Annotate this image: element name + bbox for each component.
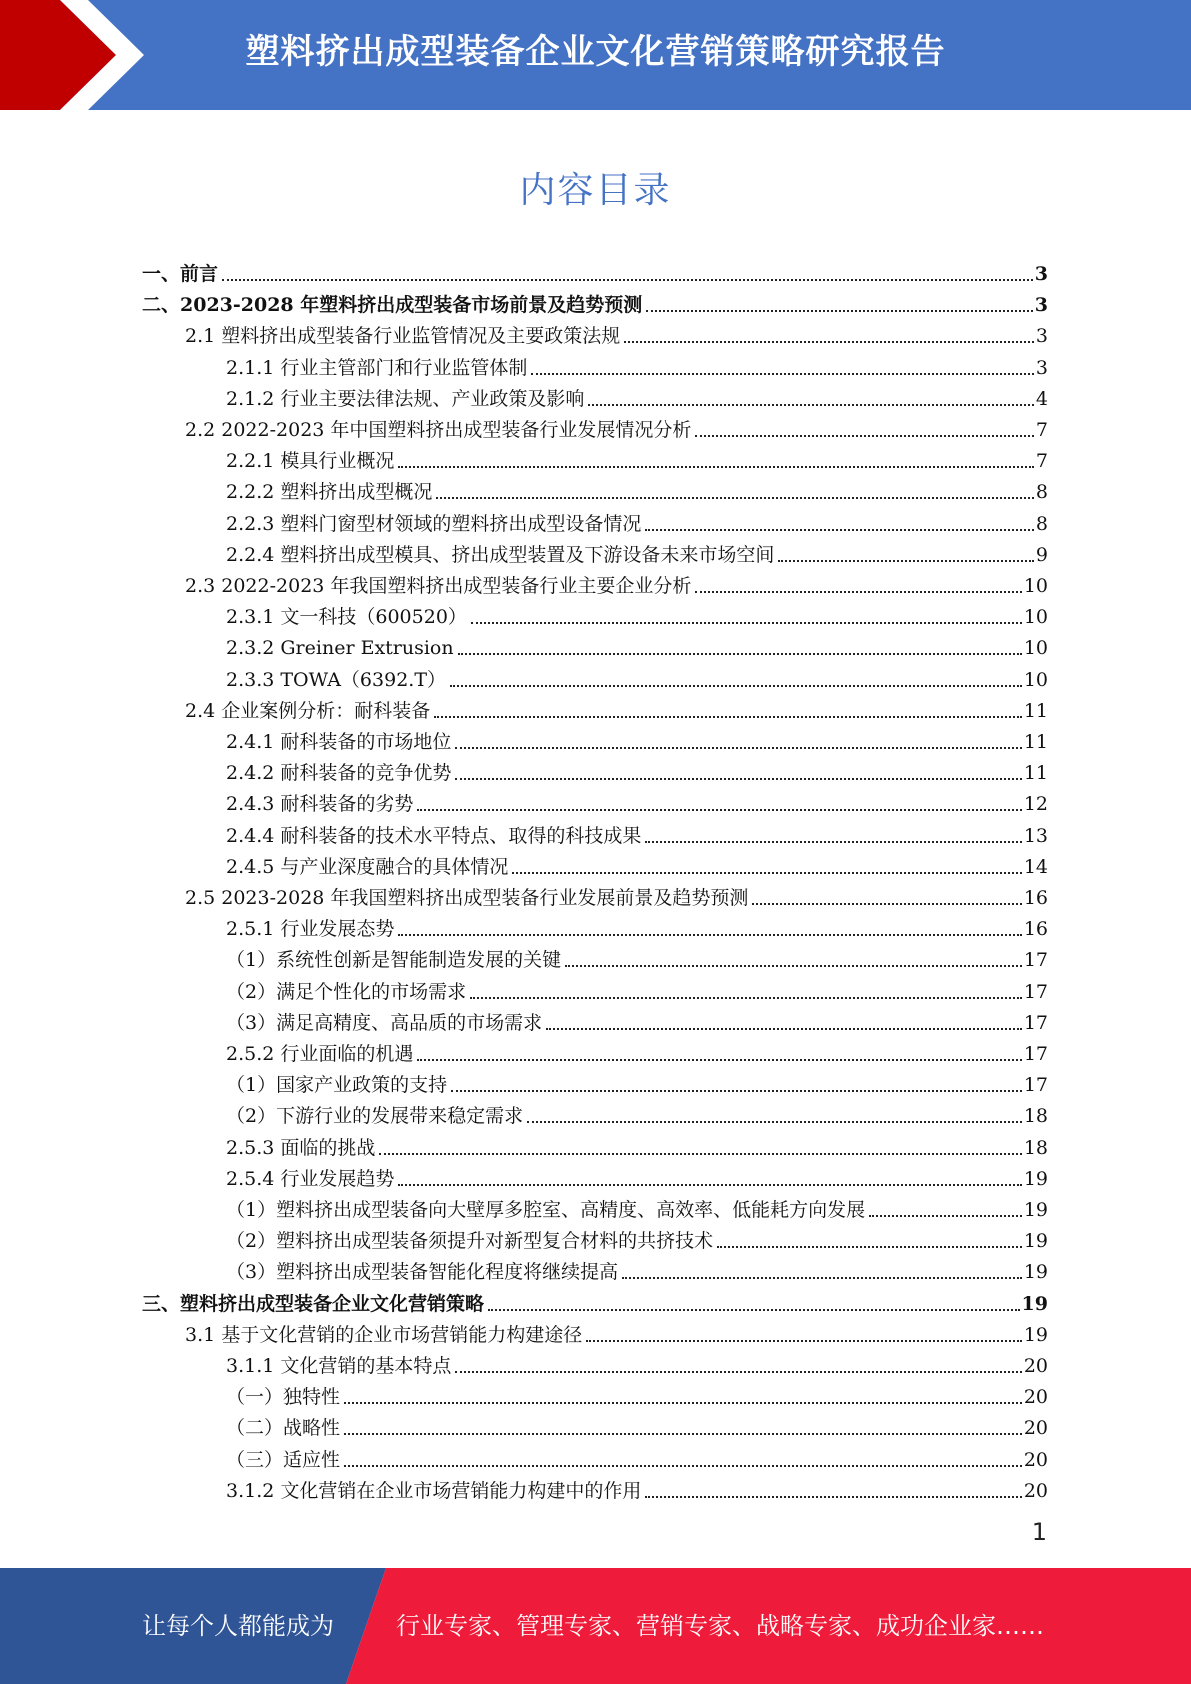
toc-entry-page: 19 [1023, 1230, 1048, 1253]
toc-entry[interactable] [226, 816, 1048, 847]
toc-leader-dots [398, 1184, 1021, 1186]
toc-leader-dots [470, 997, 1022, 999]
footer-slogan-left: 让每个人都能成为 [142, 1612, 334, 1640]
toc-entry-page: 7 [1035, 419, 1048, 441]
toc-entry-page: 17 [1023, 949, 1048, 972]
toc-entry-page: 16 [1023, 918, 1048, 941]
report-header [0, 0, 1191, 110]
toc-entry-title: 2.5.2 行业面临的机遇 [226, 1043, 414, 1065]
toc-entry[interactable] [226, 535, 1048, 566]
toc-entry-title: 2.2 2022-2023 年中国塑料挤出成型装备行业发展情况分析 [185, 419, 692, 441]
toc-leader-dots [344, 1402, 1022, 1404]
toc-entry[interactable] [226, 847, 1048, 878]
toc-entry[interactable] [226, 1377, 1048, 1408]
toc-entry[interactable] [185, 878, 1048, 909]
toc-entry-title: 一、前言 [142, 263, 219, 285]
toc-entry[interactable] [185, 316, 1048, 347]
toc-leader-dots [488, 1309, 1020, 1311]
toc-leader-dots [222, 279, 1033, 281]
toc-entry-title: 2.5.3 面临的挑战 [226, 1136, 376, 1159]
toc-leader-dots [869, 1215, 1022, 1217]
toc-entry-page: 19 [1023, 1261, 1048, 1284]
toc-entry[interactable] [226, 504, 1048, 535]
toc-entry-title: （二）战略性 [226, 1417, 341, 1440]
toc-leader-dots [622, 1277, 1022, 1279]
toc-heading: 内容目录 [519, 170, 672, 211]
toc-leader-dots [512, 872, 1021, 874]
toc-entry-title: （1）国家产业政策的支持 [226, 1074, 448, 1097]
toc-entry[interactable] [226, 722, 1048, 753]
toc-entry-title: 2.4.3 耐科装备的劣势 [226, 793, 414, 816]
toc-entry-title: 2.3.1 文一科技（600520） [226, 606, 467, 629]
toc-entry-title: 2.2.3 塑料门窗型材领域的塑料挤出成型设备情况 [226, 512, 642, 535]
toc-leader-dots [344, 1433, 1022, 1435]
toc-leader-dots [344, 1465, 1022, 1467]
toc-entry[interactable] [226, 1440, 1048, 1471]
toc-entry[interactable] [226, 1159, 1048, 1190]
toc-entry[interactable] [226, 597, 1048, 628]
toc-entry-title: 2.1.2 行业主要法律法规、产业政策及影响 [226, 387, 585, 410]
toc-entry[interactable] [142, 285, 1048, 316]
toc-leader-dots [398, 466, 1034, 468]
toc-leader-dots [752, 903, 1021, 905]
toc-entry-page: 19 [1023, 1199, 1048, 1221]
toc-leader-dots [471, 622, 1022, 624]
toc-entry-page: 19 [1023, 1323, 1048, 1346]
toc-entry-title: （三）适应性 [226, 1448, 341, 1471]
toc-entry[interactable] [226, 1221, 1048, 1252]
toc-entry[interactable] [226, 1128, 1048, 1159]
toc-leader-dots [527, 1121, 1022, 1123]
toc-entry-title: 3.1.2 文化营销在企业市场营销能力构建中的作用 [226, 1479, 642, 1502]
toc-leader-dots [455, 778, 1021, 780]
toc-entry[interactable] [185, 566, 1048, 597]
toc-entry-title: 2.5.1 行业发展态势 [226, 918, 395, 941]
toc-entry-title: 2.4.5 与产业深度融合的具体情况 [226, 855, 509, 878]
toc-entry-page: 3 [1034, 294, 1048, 317]
toc-leader-dots [646, 310, 1033, 312]
toc-entry-page: 14 [1023, 855, 1048, 878]
toc-entry-title: 2.4.4 耐科装备的技术水平特点、取得的科技成果 [226, 824, 642, 847]
toc-entry-title: 2.2.4 塑料挤出成型模具、挤出成型装置及下游设备未来市场空间 [226, 543, 775, 566]
toc-leader-dots [450, 685, 1022, 687]
toc-leader-dots [417, 1059, 1021, 1061]
toc-entry[interactable] [226, 1346, 1048, 1377]
toc-entry-page: 18 [1023, 1136, 1048, 1159]
toc-leader-dots [451, 1090, 1022, 1092]
toc-entry-title: 2.5.4 行业发展趋势 [226, 1167, 395, 1190]
toc-entry-page: 3 [1034, 263, 1048, 285]
toc-entry-page: 10 [1023, 606, 1048, 629]
toc-leader-dots [645, 841, 1021, 843]
toc-entry-page: 11 [1023, 699, 1048, 722]
toc-leader-dots [586, 1340, 1022, 1342]
toc-entry[interactable] [226, 379, 1048, 410]
toc-entry[interactable] [226, 940, 1048, 971]
toc-entry-page: 18 [1023, 1105, 1048, 1128]
report-title: 塑料挤出成型装备企业文化营销策略研究报告 [245, 32, 946, 72]
toc-entry-title: （2）满足个性化的市场需求 [226, 980, 467, 1003]
toc-entry[interactable] [226, 784, 1048, 815]
toc-leader-dots [379, 1153, 1021, 1155]
toc-entry-page: 11 [1023, 731, 1048, 753]
toc-entry-page: 17 [1023, 980, 1048, 1003]
page-number: 1 [1031, 1518, 1047, 1546]
toc-entry-page: 20 [1023, 1448, 1048, 1471]
toc-entry-page: 7 [1035, 450, 1048, 473]
toc-entry-page: 16 [1023, 887, 1048, 909]
toc-entry-title: （3）满足高精度、高品质的市场需求 [226, 1011, 543, 1034]
toc-entry[interactable] [226, 1252, 1048, 1283]
toc-entry-page: 19 [1023, 1167, 1048, 1190]
toc-leader-dots [455, 1371, 1021, 1373]
toc-entry-title: 2.1 塑料挤出成型装备行业监管情况及主要政策法规 [185, 325, 621, 348]
toc-leader-dots [455, 747, 1021, 749]
toc-entry-title: （一）独特性 [226, 1386, 341, 1409]
toc-entry[interactable] [226, 348, 1048, 379]
toc-entry-page: 20 [1023, 1417, 1048, 1440]
toc-entry[interactable] [226, 1003, 1048, 1034]
toc-leader-dots [417, 809, 1021, 811]
toc-entry-page: 10 [1023, 575, 1048, 597]
toc-entry-title: 三、塑料挤出成型装备企业文化营销策略 [142, 1292, 485, 1315]
toc-entry-title: 2.3 2022-2023 年我国塑料挤出成型装备行业主要企业分析 [185, 575, 692, 597]
toc-entry-page: 20 [1023, 1355, 1048, 1377]
toc-entry-title: （2）下游行业的发展带来稳定需求 [226, 1105, 524, 1128]
toc-entry[interactable] [142, 254, 1048, 285]
toc-entry[interactable] [226, 660, 1048, 691]
toc-leader-dots [695, 435, 1033, 437]
toc-entry[interactable] [226, 628, 1048, 659]
toc-entry-title: 2.1.1 行业主管部门和行业监管体制 [226, 356, 528, 379]
toc-entry[interactable] [226, 1096, 1048, 1127]
toc-entry-page: 13 [1023, 824, 1048, 847]
toc-entry[interactable] [185, 691, 1048, 722]
toc-entry-page: 8 [1035, 512, 1048, 535]
footer-slogan-right: 行业专家、管理专家、营销专家、战略专家、成功企业家…… [396, 1612, 1044, 1640]
toc-leader-dots [778, 560, 1034, 562]
toc-leader-dots [434, 716, 1022, 718]
toc-entry-page: 3 [1035, 325, 1048, 348]
toc-entry-page: 12 [1023, 793, 1048, 816]
toc-entry-title: 3.1 基于文化营销的企业市场营销能力构建途径 [185, 1323, 583, 1346]
toc-entry[interactable] [226, 1065, 1048, 1096]
toc-entry-title: 2.4.1 耐科装备的市场地位 [226, 731, 452, 753]
toc-entry-page: 20 [1023, 1386, 1048, 1409]
toc-entry[interactable] [185, 1315, 1048, 1346]
toc-leader-dots [546, 1028, 1022, 1030]
toc-leader-dots [624, 341, 1034, 343]
toc-entry[interactable] [226, 909, 1048, 940]
toc-entry-title: （3）塑料挤出成型装备智能化程度将继续提高 [226, 1261, 619, 1284]
toc-entry[interactable] [226, 1190, 1048, 1221]
toc-entry-title: 2.3.2 Greiner Extrusion [226, 637, 454, 660]
toc-leader-dots [645, 529, 1034, 531]
toc-entry-title: 2.2.1 模具行业概况 [226, 450, 395, 473]
toc-entry-title: （1）系统性创新是智能制造发展的关键 [226, 949, 562, 972]
toc-entry-page: 17 [1023, 1011, 1048, 1034]
toc-leader-dots [645, 1496, 1021, 1498]
toc-entry[interactable] [185, 410, 1048, 441]
toc-entry-title: 二、2023-2028 年塑料挤出成型装备市场前景及趋势预测 [142, 294, 643, 317]
toc-entry-title: 2.3.3 TOWA（6392.T） [226, 668, 447, 691]
toc-leader-dots [695, 591, 1021, 593]
toc-entry-page: 11 [1023, 762, 1048, 785]
toc-entry-page: 10 [1023, 668, 1048, 691]
toc-leader-dots [531, 373, 1034, 375]
toc-leader-dots [436, 497, 1034, 499]
toc-entry-page: 19 [1021, 1292, 1048, 1315]
toc-entry-page: 17 [1023, 1043, 1048, 1065]
toc-entry[interactable] [226, 1471, 1048, 1502]
toc-leader-dots [588, 404, 1034, 406]
toc-entry[interactable] [226, 441, 1048, 472]
toc-entry-title: （2）塑料挤出成型装备须提升对新型复合材料的共挤技术 [226, 1230, 714, 1253]
toc-leader-dots [717, 1246, 1022, 1248]
toc-entry[interactable] [226, 1034, 1048, 1065]
toc-entry-title: 2.4 企业案例分析：耐科装备 [185, 699, 431, 722]
toc-entry-page: 3 [1035, 356, 1048, 379]
report-footer [0, 1568, 1191, 1684]
toc-entry-page: 20 [1023, 1479, 1048, 1502]
toc-leader-dots [565, 965, 1022, 967]
toc-entry[interactable] [226, 472, 1048, 503]
toc-entry-page: 4 [1035, 387, 1048, 410]
toc-entry[interactable] [226, 753, 1048, 784]
toc-entry-page: 9 [1035, 543, 1048, 566]
toc-entry[interactable] [226, 1408, 1048, 1439]
toc-entry-title: 3.1.1 文化营销的基本特点 [226, 1355, 452, 1377]
toc-entry[interactable] [226, 972, 1048, 1003]
toc-entry-page: 17 [1023, 1074, 1048, 1097]
toc-entry-page: 8 [1035, 481, 1048, 504]
toc-entry-title: 2.5 2023-2028 年我国塑料挤出成型装备行业发展前景及趋势预测 [185, 887, 749, 909]
toc-entry-page: 10 [1023, 637, 1048, 660]
toc-entry-title: 2.2.2 塑料挤出成型概况 [226, 481, 433, 504]
toc-entry-title: 2.4.2 耐科装备的竞争优势 [226, 762, 452, 785]
toc-leader-dots [398, 934, 1021, 936]
toc-leader-dots [458, 653, 1022, 655]
toc-entry-title: （1）塑料挤出成型装备向大壁厚多腔室、高精度、高效率、低能耗方向发展 [226, 1199, 866, 1221]
toc-entry[interactable] [142, 1284, 1048, 1315]
